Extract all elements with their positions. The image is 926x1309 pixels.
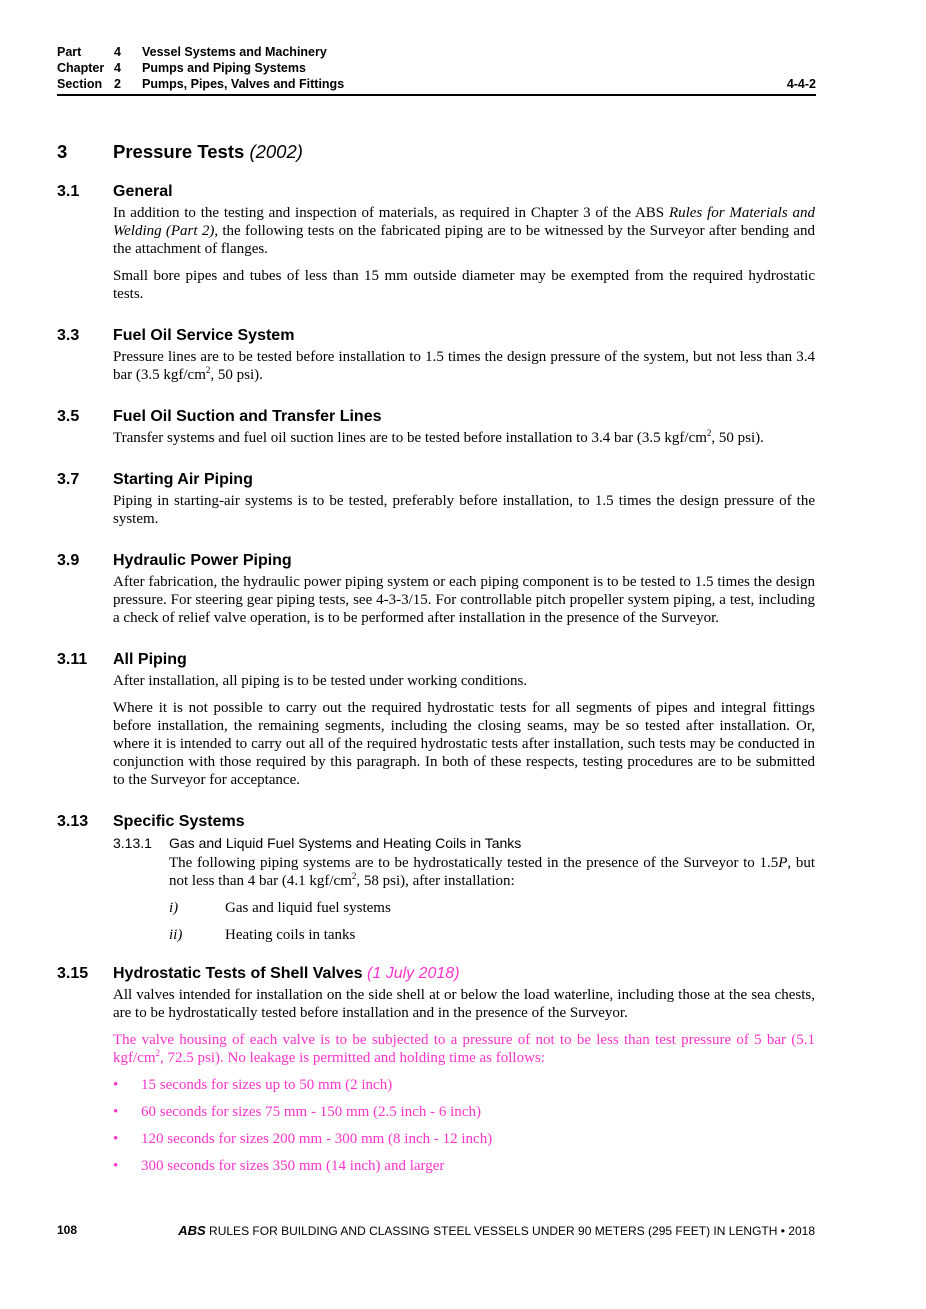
subsection-title: Gas and Liquid Fuel Systems and Heating Coils in Tanks xyxy=(169,835,522,851)
bullet-text: 120 seconds for sizes 200 mm - 300 mm (8 inch - 12 inch) xyxy=(141,1131,493,1147)
section-3-7 xyxy=(57,470,815,528)
abs-brand: ABS xyxy=(178,1223,206,1238)
text-run: , the following tests on the fabricated piping are to be witnessed by the Surveyor after bending and the attachment of flanges. xyxy=(113,223,815,257)
text-run: The valve housing of each valve is to be subjected to a pressure of not to be less than test pressure of 5 bar (5.1 kgf/cm xyxy=(113,1032,815,1066)
page-content xyxy=(57,140,815,1198)
section-3-5 xyxy=(57,407,815,447)
list-item xyxy=(169,899,815,917)
list-marker: i) xyxy=(169,900,179,916)
header-part-row xyxy=(57,44,816,60)
paragraph xyxy=(169,854,815,890)
text-run: , 72.5 psi). No leakage is permitted and holding time as follows: xyxy=(160,1050,545,1066)
superscript: 2 xyxy=(706,428,712,438)
paragraph xyxy=(113,348,815,384)
paragraph xyxy=(113,429,815,447)
bullet-item xyxy=(113,1076,815,1094)
header-part-label: Part xyxy=(57,45,82,59)
subsection-number: 3.13.1 xyxy=(113,835,152,851)
superscript: 2 xyxy=(351,871,357,881)
header-chapter-row xyxy=(57,60,816,76)
bullet-marker: • xyxy=(113,1158,119,1174)
section-3-9 xyxy=(57,551,815,627)
amended-paragraph xyxy=(113,1031,815,1067)
header-chapter-number: 4 xyxy=(114,61,121,75)
footer-separator: • xyxy=(777,1224,789,1238)
bullet-marker: • xyxy=(113,1131,119,1147)
header-section-label: Section xyxy=(57,77,103,91)
text-run: , 58 psi), after installation: xyxy=(356,873,515,889)
section-title: General xyxy=(113,183,173,200)
section-number: 3.15 xyxy=(57,965,89,982)
section-title: Fuel Oil Service System xyxy=(113,327,295,344)
section-number: 3.3 xyxy=(57,327,80,344)
paragraph: After installation, all piping is to be tested under working conditions. xyxy=(113,673,528,689)
list-item xyxy=(169,926,815,944)
section-number: 3.13 xyxy=(57,813,89,830)
paragraph: All valves intended for installation on the side shell at or below the load waterline, including those at the sea chests, are to be hydrostatically tested before installation and in the presence of the Surveyor. xyxy=(113,987,815,1021)
header-section-title: Pumps, Pipes, Valves and Fittings xyxy=(142,77,345,91)
paragraph: Small bore pipes and tubes of less than 15 mm outside diameter may be exempted from the required hydrostatic tests. xyxy=(113,268,815,302)
page-footer xyxy=(57,1223,815,1238)
paragraph: Where it is not possible to carry out the required hydrostatic tests for all segments of pipes and integral fittings before installation, the remaining segments, including the closing seams, may be so tested after installation. Or, where it is intended to carry out all of the required hydrostatic tests after installation, such tests may be conducted in conjunction with those required by this paragraph. In both of these respects, testing procedures are to be submitted to the Surveyor for acceptance. xyxy=(113,700,815,788)
bullet-marker: • xyxy=(113,1104,119,1120)
section-3-15 xyxy=(57,964,815,1175)
text-run: , 50 psi). xyxy=(210,367,263,383)
section-title: Fuel Oil Suction and Transfer Lines xyxy=(113,408,382,425)
footer-text: RULES FOR BUILDING AND CLASSING STEEL VESSELS UNDER 90 METERS (295 FEET) IN LENGTH xyxy=(205,1224,778,1238)
section-3-3 xyxy=(57,326,815,384)
amendment-date: (1 July 2018) xyxy=(367,965,460,982)
subsection-heading xyxy=(113,834,815,852)
bullet-text: 300 seconds for sizes 350 mm (14 inch) and larger xyxy=(141,1158,445,1174)
main-heading-number: 3 xyxy=(57,141,68,162)
text-run: Transfer systems and fuel oil suction lines are to be tested before installation to 3.4 bar (3.5 kgf/cm xyxy=(113,430,707,446)
rules-reference: Rules for Materials and Welding (Part 2) xyxy=(113,205,815,239)
bullet-marker: • xyxy=(113,1077,119,1093)
superscript: 2 xyxy=(155,1048,160,1058)
section-3-13 xyxy=(57,812,815,944)
header-rule xyxy=(57,94,816,96)
section-number: 3.9 xyxy=(57,552,80,569)
footer-year: 2018 xyxy=(788,1224,815,1238)
paragraph: After fabrication, the hydraulic power piping system or each piping component is to be tested to 1.5 times the design pressure. For steering gear piping tests, see 4-3-3/15. For controllable pitch propeller system piping, a test, including a check of relief valve operation, is to be performed after installation in the presence of the Surveyor. xyxy=(113,574,815,626)
main-heading-date: (2002) xyxy=(249,141,303,162)
footer-title xyxy=(178,1223,815,1238)
section-title: Specific Systems xyxy=(113,813,245,830)
list-item-text: Gas and liquid fuel systems xyxy=(225,900,391,916)
main-heading xyxy=(57,140,815,164)
header-part-number: 4 xyxy=(114,45,121,59)
bullet-item xyxy=(113,1130,815,1148)
text-run: , but not less than 4 bar (4.1 kgf/cm xyxy=(169,855,815,889)
section-3-1 xyxy=(57,182,815,303)
text-run: Pressure lines are to be tested before installation to 1.5 times the design pressure of the system, but not less than 3.4 bar (3.5 kgf/cm xyxy=(113,349,815,383)
bullet-item xyxy=(113,1103,815,1121)
section-3-11 xyxy=(57,650,815,789)
section-number: 3.5 xyxy=(57,408,80,425)
section-number: 3.7 xyxy=(57,471,80,488)
pressure-symbol: P xyxy=(778,855,788,871)
footer-page-number: 108 xyxy=(57,1223,78,1237)
text-run: , 50 psi). xyxy=(711,430,764,446)
list-item-text: Heating coils in tanks xyxy=(225,927,356,943)
section-title: All Piping xyxy=(113,651,187,668)
header-section-number: 2 xyxy=(114,77,121,91)
paragraph xyxy=(113,204,815,258)
header-part-title: Vessel Systems and Machinery xyxy=(142,45,327,59)
main-heading-title: Pressure Tests xyxy=(113,141,245,162)
section-title: Starting Air Piping xyxy=(113,471,253,488)
text-run: In addition to the testing and inspection of materials, as required in Chapter 3 of the ABS xyxy=(113,205,669,221)
header-section-row xyxy=(57,76,816,92)
header-page-reference: 4-4-2 xyxy=(786,77,816,91)
text-run: The following piping systems are to be hydrostatically tested in the presence of the Surveyor to 1.5 xyxy=(169,855,779,871)
section-title: Hydraulic Power Piping xyxy=(113,552,292,569)
bullet-text: 15 seconds for sizes up to 50 mm (2 inch) xyxy=(141,1077,393,1093)
list-marker: ii) xyxy=(169,927,183,943)
header-chapter-title: Pumps and Piping Systems xyxy=(142,61,306,75)
paragraph: Piping in starting-air systems is to be tested, preferably before installation, to 1.5 times the design pressure of the system. xyxy=(113,493,815,527)
section-title: Hydrostatic Tests of Shell Valves xyxy=(113,965,363,982)
running-header xyxy=(57,44,816,92)
header-chapter-label: Chapter xyxy=(57,61,105,75)
superscript: 2 xyxy=(205,365,211,375)
section-number: 3.1 xyxy=(57,183,80,200)
bullet-item xyxy=(113,1157,815,1175)
bullet-text: 60 seconds for sizes 75 mm - 150 mm (2.5 inch - 6 inch) xyxy=(141,1104,481,1120)
section-number: 3.11 xyxy=(57,651,88,668)
